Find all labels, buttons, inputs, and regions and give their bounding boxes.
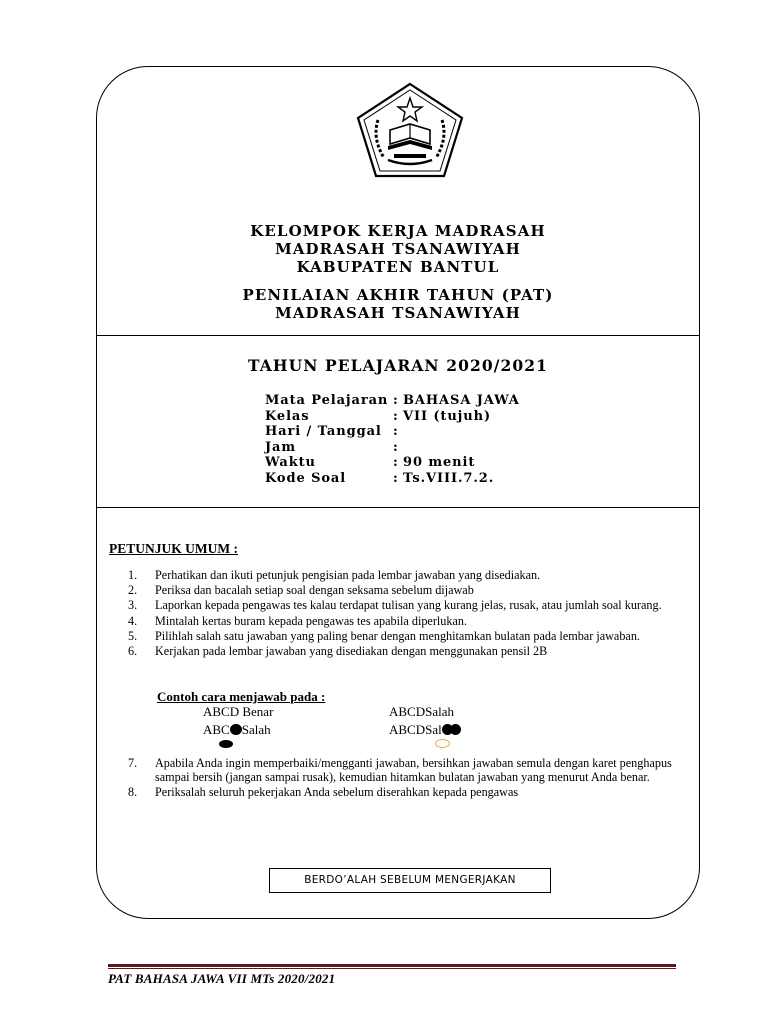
item-number: 7. <box>128 756 138 770</box>
org-title-line3: KABUPATEN BANTUL <box>296 258 500 276</box>
instructions-list <box>128 568 688 659</box>
instructions-list-continued <box>128 756 688 801</box>
org-title-line1: KELOMPOK KERJA MADRASAH <box>250 222 546 240</box>
madrasah-emblem-logo <box>354 80 466 180</box>
list-item <box>128 756 688 784</box>
item-number: 3. <box>128 598 138 613</box>
empty-bubble-icon <box>435 739 450 748</box>
item-text: Periksa dan bacalah setiap soal dengan seksama sebelum dijawab <box>155 583 474 598</box>
info-row: Jam : <box>265 439 399 455</box>
prayer-reminder-box: BERDO’ALAH SEBELUM MENGERJAKAN <box>269 868 551 893</box>
instructions-title: PETUNJUK UMUM : <box>109 541 238 556</box>
list-item <box>128 568 688 582</box>
list-item <box>128 583 688 597</box>
list-item <box>128 785 688 799</box>
exam-title-line2: MADRASAH TSANAWIYAH <box>275 304 521 322</box>
academic-year-title: TAHUN PELAJARAN 2020/2021 <box>247 356 549 375</box>
example-wrong-3: ABCDSal <box>389 722 461 738</box>
footer-rule <box>108 964 676 967</box>
example-title: Contoh cara menjawab pada : <box>157 689 326 704</box>
item-text: Pilihlah salah satu jawaban yang paling benar dengan menghitamkan bulatan pada lembar jawaban. <box>155 628 640 643</box>
item-number: 2. <box>128 583 138 598</box>
info-value: Ts.VIII.7.2. <box>403 470 495 486</box>
org-title-line2: MADRASAH TSANAWIYAH <box>275 240 521 258</box>
footer-text: PAT BAHASA JAWA VII MTs 2020/2021 <box>108 971 336 986</box>
info-label: Kode Soal <box>265 470 347 486</box>
info-row: Mata Pelajaran : BAHASA JAWA <box>265 393 520 408</box>
item-text: Perhatikan dan ikuti petunjuk pengisian pada lembar jawaban yang disediakan. <box>155 568 541 582</box>
info-label: Mata Pelajaran <box>265 393 389 408</box>
item-text: Periksalah seluruh pekerjakan Anda sebelum diserahkan kepada pengawas <box>155 785 519 800</box>
example-wrong-1: ABCDSalah <box>389 704 454 719</box>
item-text: Mintalah kertas buram kepada pengawas tes apabila diperlukan. <box>155 613 468 628</box>
item-number: 8. <box>128 785 138 800</box>
info-value: BAHASA JAWA <box>403 393 520 408</box>
footer-rule-thin <box>108 968 676 969</box>
item-number: 6. <box>128 644 138 659</box>
list-item <box>128 644 688 658</box>
filled-bubble-icon <box>219 740 233 748</box>
item-number: 5. <box>128 628 138 643</box>
example-correct: ABCD Benar <box>203 704 274 719</box>
info-label: Jam <box>265 439 297 455</box>
exam-info-table <box>265 393 520 486</box>
item-text: Kerjakan pada lembar jawaban yang disediakan dengan menggunakan pensil 2B <box>155 644 548 659</box>
info-value: 90 menit <box>403 455 476 470</box>
example-wrong-2: ABC Salah <box>203 722 271 737</box>
divider-top <box>97 335 699 336</box>
info-row: Waktu : 90 menit <box>265 455 476 470</box>
list-item <box>128 614 688 628</box>
item-text: Apabila Anda ingin memperbaiki/mengganti jawaban, bersihkan jawaban semula dengan karet penghapus sampai bersih (jangan sampai rusak), kemudian hitamkan bulatan jawaban yang menurut Anda benar. <box>155 756 672 785</box>
info-row: Kelas : VII (tujuh) <box>265 408 492 424</box>
info-label: Hari / Tanggal <box>265 424 382 439</box>
list-item <box>128 629 688 643</box>
info-row: Kode Soal : Ts.VIII.7.2. <box>265 470 495 486</box>
filled-bubble-icon <box>450 724 461 735</box>
info-label: Waktu <box>265 455 316 470</box>
info-label: Kelas <box>265 408 310 424</box>
filled-bubble-icon <box>230 724 242 735</box>
info-value: VII (tujuh) <box>403 408 492 424</box>
divider-bottom <box>97 507 699 508</box>
exam-title-line1: PENILAIAN AKHIR TAHUN (PAT) <box>242 286 554 304</box>
item-number: 1. <box>128 568 138 582</box>
list-item <box>128 598 688 612</box>
item-text: Laporkan kepada pengawas tes kalau terdapat tulisan yang kurang jelas, rusak, atau jumlah soal kurang. <box>155 598 662 613</box>
item-number: 4. <box>128 613 138 628</box>
info-row: Hari / Tanggal : <box>265 424 399 439</box>
